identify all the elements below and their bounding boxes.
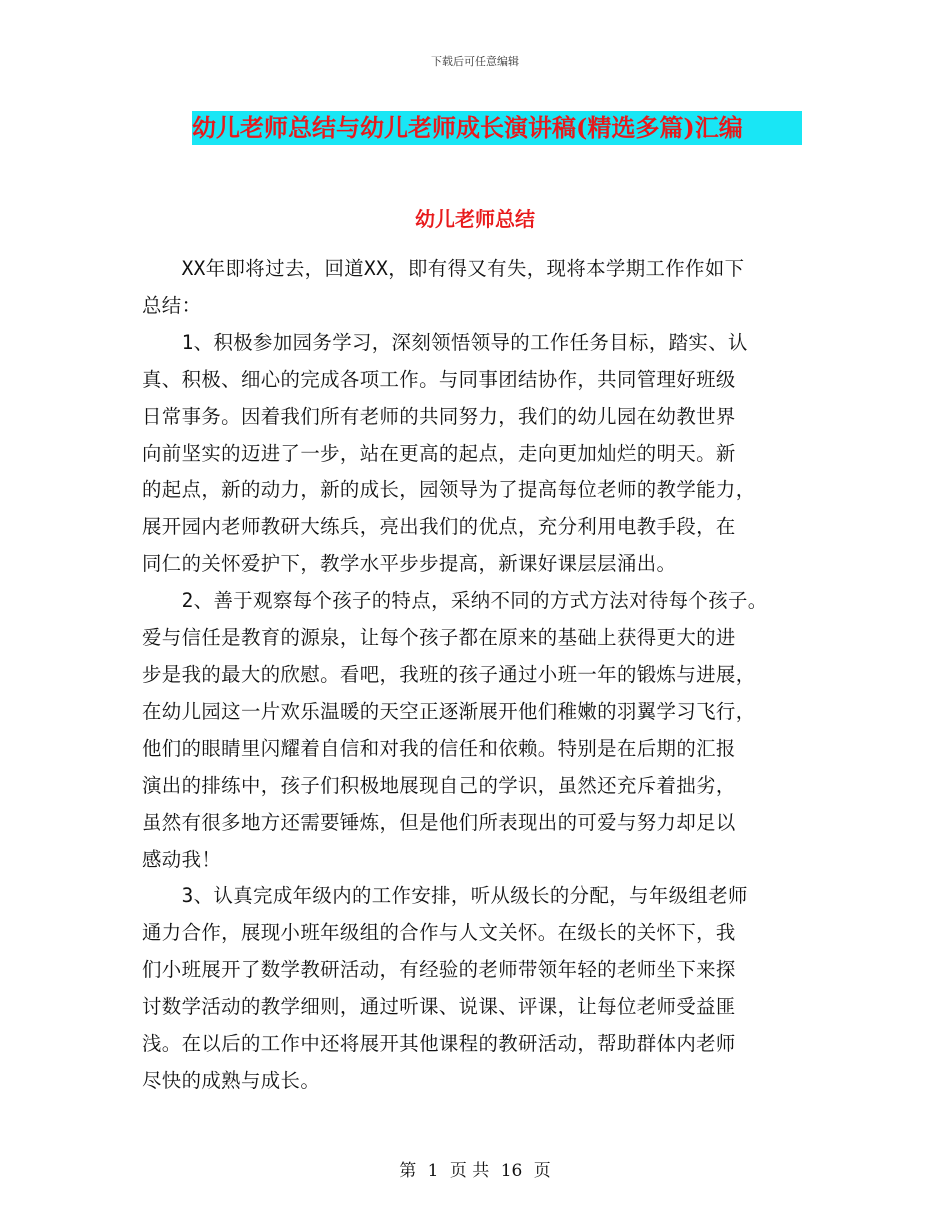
text-line: 真、积极、细心的完成各项工作。与同事团结协作，共同管理好班级 — [142, 367, 736, 391]
paragraph — [142, 878, 822, 1099]
text-line: 通力合作，展现小班年级组的合作与人文关怀。在级长的关怀下，我 — [142, 921, 736, 945]
footer-suffix: 页 — [533, 1161, 551, 1181]
text-line: 2、善于观察每个孩子的特点，采纳不同的方式方法对待每个孩子。 — [142, 589, 768, 613]
page-number: 1 — [427, 1161, 439, 1181]
footer-middle: 页 共 — [449, 1161, 490, 1181]
text-line: 在幼儿园这一片欢乐温暖的天空正逐渐展开他们稚嫩的羽翼学习飞行， — [142, 699, 756, 723]
text-line: 浅。在以后的工作中还将展开其他课程的教研活动，帮助群体内老师 — [142, 1032, 736, 1056]
text-line: 日常事务。因着我们所有老师的共同努力，我们的幼儿园在幼教世界 — [142, 404, 736, 428]
text-line: 同仁的关怀爱护下，教学水平步步提高，新课好课层层涌出。 — [142, 552, 677, 576]
body-text — [142, 251, 822, 1100]
text-line: 步是我的最大的欣慰。看吧，我班的孩子通过小班一年的锻炼与进展， — [142, 662, 756, 686]
document-title: 幼儿老师总结与幼儿老师成长演讲稿(精选多篇)汇编 — [192, 111, 802, 145]
text-line: 1、积极参加园务学习，深刻领悟领导的工作任务目标，踏实、认 — [142, 330, 748, 354]
paragraph — [142, 251, 822, 325]
header-note: 下载后可任意编辑 — [431, 55, 519, 68]
text-line: 3、认真完成年级内的工作安排，听从级长的分配，与年级组老师 — [142, 884, 748, 908]
paragraph — [142, 583, 822, 878]
text-line: 他们的眼睛里闪耀着自信和对我的信任和依赖。特别是在后期的汇报 — [142, 736, 736, 760]
text-line: 感动我！ — [142, 847, 222, 871]
text-line: 总结： — [142, 293, 202, 317]
text-line: 讨数学活动的教学细则，通过听课、说课、评课，让每位老师受益匪 — [142, 995, 736, 1019]
footer-prefix: 第 — [399, 1161, 417, 1181]
page-total: 16 — [500, 1161, 523, 1181]
section-title: 幼儿老师总结 — [415, 207, 535, 231]
text-line: XX年即将过去，回道XX，即有得又有失，现将本学期工作作如下 — [142, 257, 745, 280]
text-line: 爱与信任是教育的源泉，让每个孩子都在原来的基础上获得更大的进 — [142, 626, 736, 650]
text-line: 们小班展开了数学教研活动，有经验的老师带领年轻的老师坐下来探 — [142, 958, 736, 982]
page-footer — [0, 1156, 950, 1181]
text-line: 虽然有很多地方还需要锤炼，但是他们所表现出的可爱与努力却足以 — [142, 810, 736, 834]
text-line: 向前坚实的迈进了一步，站在更高的起点，走向更加灿烂的明天。新 — [142, 441, 736, 465]
text-line: 展开园内老师教研大练兵，亮出我们的优点，充分利用电教手段，在 — [142, 515, 736, 539]
text-line: 的起点，新的动力，新的成长，园领导为了提高每位老师的教学能力， — [142, 478, 756, 502]
text-line: 演出的排练中，孩子们积极地展现自己的学识，虽然还充斥着拙劣， — [142, 773, 736, 797]
paragraph — [142, 325, 822, 583]
text-line: 尽快的成熟与成长。 — [142, 1068, 321, 1092]
